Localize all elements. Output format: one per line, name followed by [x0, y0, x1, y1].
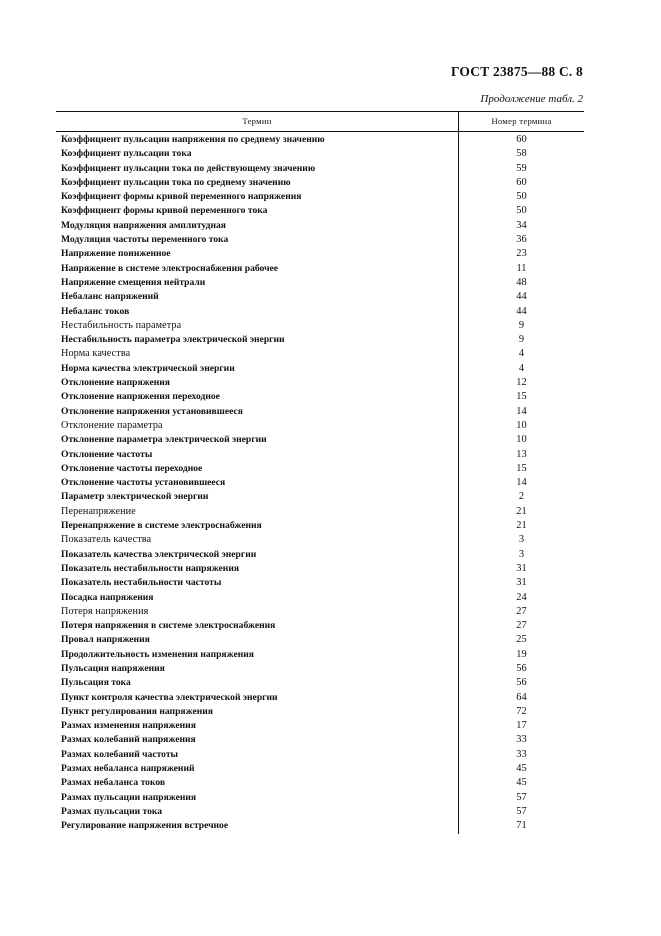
term-number-cell: 31: [459, 576, 585, 590]
term-cell: Коэффициент формы кривой переменного напряжения: [61, 191, 302, 203]
table-body: [56, 132, 584, 834]
term-number-cell: 15: [459, 390, 585, 404]
term-cell: Нестабильность параметра электрической энергии: [61, 334, 285, 346]
term-cell: Размах пульсации напряжения: [61, 791, 197, 803]
term-number-cell: 33: [459, 733, 585, 747]
term-cell: Показатель качества: [61, 534, 152, 546]
term-cell: Регулирование напряжения встречное: [61, 820, 229, 832]
term-number-cell: 10: [459, 419, 585, 433]
term-number-cell: 27: [459, 619, 585, 633]
term-number-cell: 25: [459, 633, 585, 647]
table-row: [56, 390, 584, 404]
table-row: [56, 819, 584, 833]
table-row: [56, 162, 584, 176]
table-row: [56, 376, 584, 390]
term-cell: Потеря напряжения в системе электроснабжения: [61, 620, 276, 632]
table-row: [56, 132, 584, 148]
term-number-cell: 36: [459, 233, 585, 247]
term-cell: Размах небаланса токов: [61, 777, 166, 789]
term-number-cell: 64: [459, 691, 585, 705]
table-row: [56, 419, 584, 433]
term-number-cell: 57: [459, 805, 585, 819]
term-number-cell: 60: [459, 132, 585, 148]
term-number-cell: 13: [459, 448, 585, 462]
term-cell: Модуляция напряжения амплитудная: [61, 219, 226, 231]
term-number-cell: 56: [459, 676, 585, 690]
term-number-cell: 12: [459, 376, 585, 390]
term-cell: Размах изменения напряжения: [61, 720, 196, 732]
term-number-cell: 4: [459, 347, 585, 361]
table-row: [56, 176, 584, 190]
table-row: [56, 719, 584, 733]
term-number-cell: 50: [459, 190, 585, 204]
term-cell: Потеря напряжения: [61, 605, 149, 617]
table-row: [56, 290, 584, 304]
term-number-cell: 44: [459, 290, 585, 304]
term-cell: Отклонение параметра электрической энергии: [61, 434, 267, 446]
term-number-cell: 24: [459, 591, 585, 605]
table-row: [56, 219, 584, 233]
table-row: [56, 333, 584, 347]
table-row: [56, 319, 584, 333]
term-number-cell: 15: [459, 462, 585, 476]
table-row: [56, 190, 584, 204]
term-number-cell: 72: [459, 705, 585, 719]
table-row: [56, 633, 584, 647]
table-row: [56, 448, 584, 462]
term-cell: Коэффициент пульсации тока по действующему значению: [61, 162, 316, 174]
term-number-cell: 33: [459, 748, 585, 762]
term-number-cell: 9: [459, 333, 585, 347]
term-cell: Показатель нестабильности напряжения: [61, 562, 240, 574]
term-number-cell: 14: [459, 405, 585, 419]
term-number-cell: 14: [459, 476, 585, 490]
term-cell: Пункт контроля качества электрической энергии: [61, 691, 278, 703]
term-cell: Отклонение напряжения: [61, 377, 170, 389]
term-cell: Отклонение напряжения установившееся: [61, 405, 243, 417]
term-cell: Размах колебаний частоты: [61, 748, 179, 760]
table-row: [56, 648, 584, 662]
term-cell: Пульсация тока: [61, 677, 131, 689]
term-cell: Показатель нестабильности частоты: [61, 577, 222, 589]
column-header-term: Термин: [56, 112, 459, 132]
table-row: [56, 791, 584, 805]
term-cell: Небаланс напряжений: [61, 291, 159, 303]
term-cell: Напряжение в системе электроснабжения рабочее: [61, 262, 279, 274]
table-row: [56, 476, 584, 490]
table-row: [56, 505, 584, 519]
term-cell: Перенапряжение в системе электроснабжения: [61, 520, 262, 532]
term-number-cell: 57: [459, 791, 585, 805]
term-cell: Норма качества электрической энергии: [61, 362, 235, 374]
table-row: [56, 262, 584, 276]
term-cell: Посадка напряжения: [61, 591, 154, 603]
term-number-cell: 34: [459, 219, 585, 233]
term-cell: Перенапряжение: [61, 505, 136, 517]
term-cell: Отклонение параметра: [61, 419, 163, 431]
term-cell: Размах пульсации тока: [61, 805, 163, 817]
term-cell: Модуляция частоты переменного тока: [61, 234, 229, 246]
term-number-cell: 45: [459, 776, 585, 790]
table-row: [56, 276, 584, 290]
table-row: [56, 619, 584, 633]
table-continuation-label: Продолжение табл. 2: [480, 93, 583, 105]
table-row: [56, 405, 584, 419]
table-row: [56, 533, 584, 547]
table-row: [56, 562, 584, 576]
term-number-cell: 50: [459, 204, 585, 218]
term-number-cell: 17: [459, 719, 585, 733]
table-row: [56, 305, 584, 319]
term-number-cell: 48: [459, 276, 585, 290]
term-number-cell: 27: [459, 605, 585, 619]
table-row: [56, 548, 584, 562]
term-cell: Отклонение напряжения переходное: [61, 391, 220, 403]
term-cell: Размах небаланса напряжений: [61, 763, 195, 775]
term-cell: Коэффициент формы кривой переменного тока: [61, 205, 268, 217]
table-row: [56, 776, 584, 790]
term-cell: Норма качества: [61, 348, 131, 360]
term-number-cell: 71: [459, 819, 585, 833]
term-cell: Нестабильность параметра: [61, 319, 182, 331]
term-cell: Коэффициент пульсации тока по среднему значению: [61, 176, 291, 188]
table-row: [56, 433, 584, 447]
term-number-cell: 45: [459, 762, 585, 776]
term-number-cell: 19: [459, 648, 585, 662]
table-row: [56, 691, 584, 705]
term-number-cell: 44: [459, 305, 585, 319]
term-cell: Пункт регулирования напряжения: [61, 705, 213, 717]
table-row: [56, 233, 584, 247]
term-number-cell: 4: [459, 362, 585, 376]
column-header-number: Номер термина: [459, 112, 585, 132]
table-row: [56, 462, 584, 476]
page-header: ГОСТ 23875—88 С. 8: [450, 64, 583, 79]
term-cell: Отклонение частоты установившееся: [61, 477, 226, 489]
table-row: [56, 147, 584, 161]
term-cell: Размах колебаний напряжения: [61, 734, 196, 746]
table-row: [56, 591, 584, 605]
term-cell: Продолжительность изменения напряжения: [61, 648, 254, 660]
table-row: [56, 733, 584, 747]
table-row: [56, 519, 584, 533]
term-number-cell: 3: [459, 548, 585, 562]
term-number-cell: 2: [459, 490, 585, 504]
term-number-cell: 31: [459, 562, 585, 576]
term-number-cell: 9: [459, 319, 585, 333]
term-number-cell: 21: [459, 519, 585, 533]
term-number-cell: 23: [459, 247, 585, 261]
term-cell: Отклонение частоты переходное: [61, 462, 203, 474]
table-row: [56, 247, 584, 261]
table-row: [56, 662, 584, 676]
term-number-cell: 59: [459, 162, 585, 176]
table-row: [56, 705, 584, 719]
term-cell: Провал напряжения: [61, 634, 150, 646]
table-row: [56, 204, 584, 218]
table-header-row: [56, 112, 584, 132]
term-number-cell: 10: [459, 433, 585, 447]
term-cell: Пульсация напряжения: [61, 662, 165, 674]
table-row: [56, 576, 584, 590]
term-cell: Коэффициент пульсации напряжения по среднему значению: [61, 134, 325, 145]
table-row: [56, 762, 584, 776]
term-number-cell: 21: [459, 505, 585, 519]
table-row: [56, 362, 584, 376]
term-number-cell: 56: [459, 662, 585, 676]
table-row: [56, 676, 584, 690]
term-cell: Напряжение пониженное: [61, 248, 171, 260]
term-cell: Показатель качества электрической энергии: [61, 548, 257, 560]
table-row: [56, 805, 584, 819]
terms-table: [56, 111, 584, 834]
term-cell: Параметр электрической энергии: [61, 491, 209, 503]
term-cell: Напряжение смещения нейтрали: [61, 276, 206, 288]
table-row: [56, 605, 584, 619]
term-number-cell: 58: [459, 147, 585, 161]
term-number-cell: 3: [459, 533, 585, 547]
term-cell: Небаланс токов: [61, 305, 130, 317]
term-cell: Коэффициент пульсации тока: [61, 148, 192, 160]
term-number-cell: 60: [459, 176, 585, 190]
table-row: [56, 490, 584, 504]
term-number-cell: 11: [459, 262, 585, 276]
term-cell: Отклонение частоты: [61, 448, 153, 460]
table-row: [56, 347, 584, 361]
table-row: [56, 748, 584, 762]
